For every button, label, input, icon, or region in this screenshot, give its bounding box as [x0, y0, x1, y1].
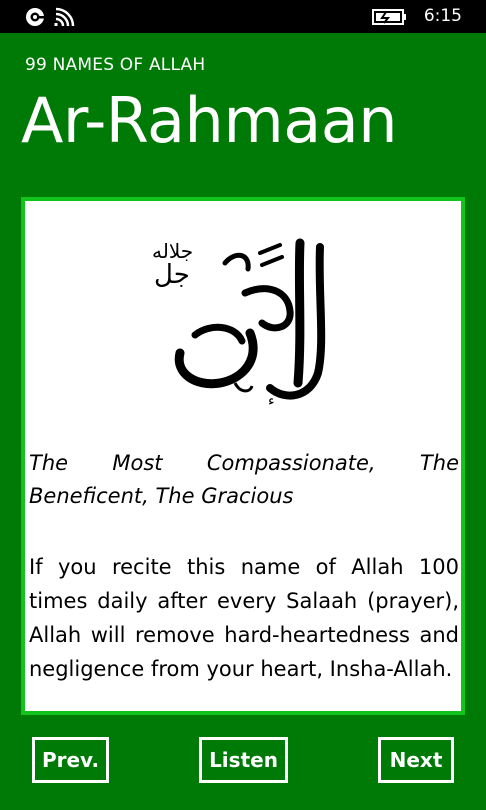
clock-time: 6:15: [423, 6, 462, 26]
svg-text:جلاله: جلاله: [152, 239, 194, 263]
svg-text:ء: ء: [268, 393, 275, 409]
prev-button[interactable]: Prev.: [32, 737, 109, 783]
name-benefit-text[interactable]: If you recite this name of Allah 100 times daily after every Salaah (prayer), Allah will remove hard-heartedness and negligence from your heart, Insha-Allah.: [29, 555, 459, 681]
svg-text:جل: جل: [154, 260, 190, 290]
battery-charging-icon: [372, 8, 408, 30]
arabic-calligraphy-image: [150, 223, 340, 413]
sync-icon: [24, 6, 46, 32]
wifi-icon: [54, 6, 78, 32]
next-button[interactable]: Next: [378, 737, 454, 783]
name-card: [21, 197, 465, 715]
app-title: 99 NAMES OF ALLAH: [25, 55, 206, 75]
status-bar: [0, 0, 486, 33]
name-meaning: The Most Compassionate, The Beneficent, The Gracious: [29, 451, 459, 508]
page-title: Ar-Rahmaan: [21, 84, 397, 157]
listen-button[interactable]: Listen: [199, 737, 288, 783]
